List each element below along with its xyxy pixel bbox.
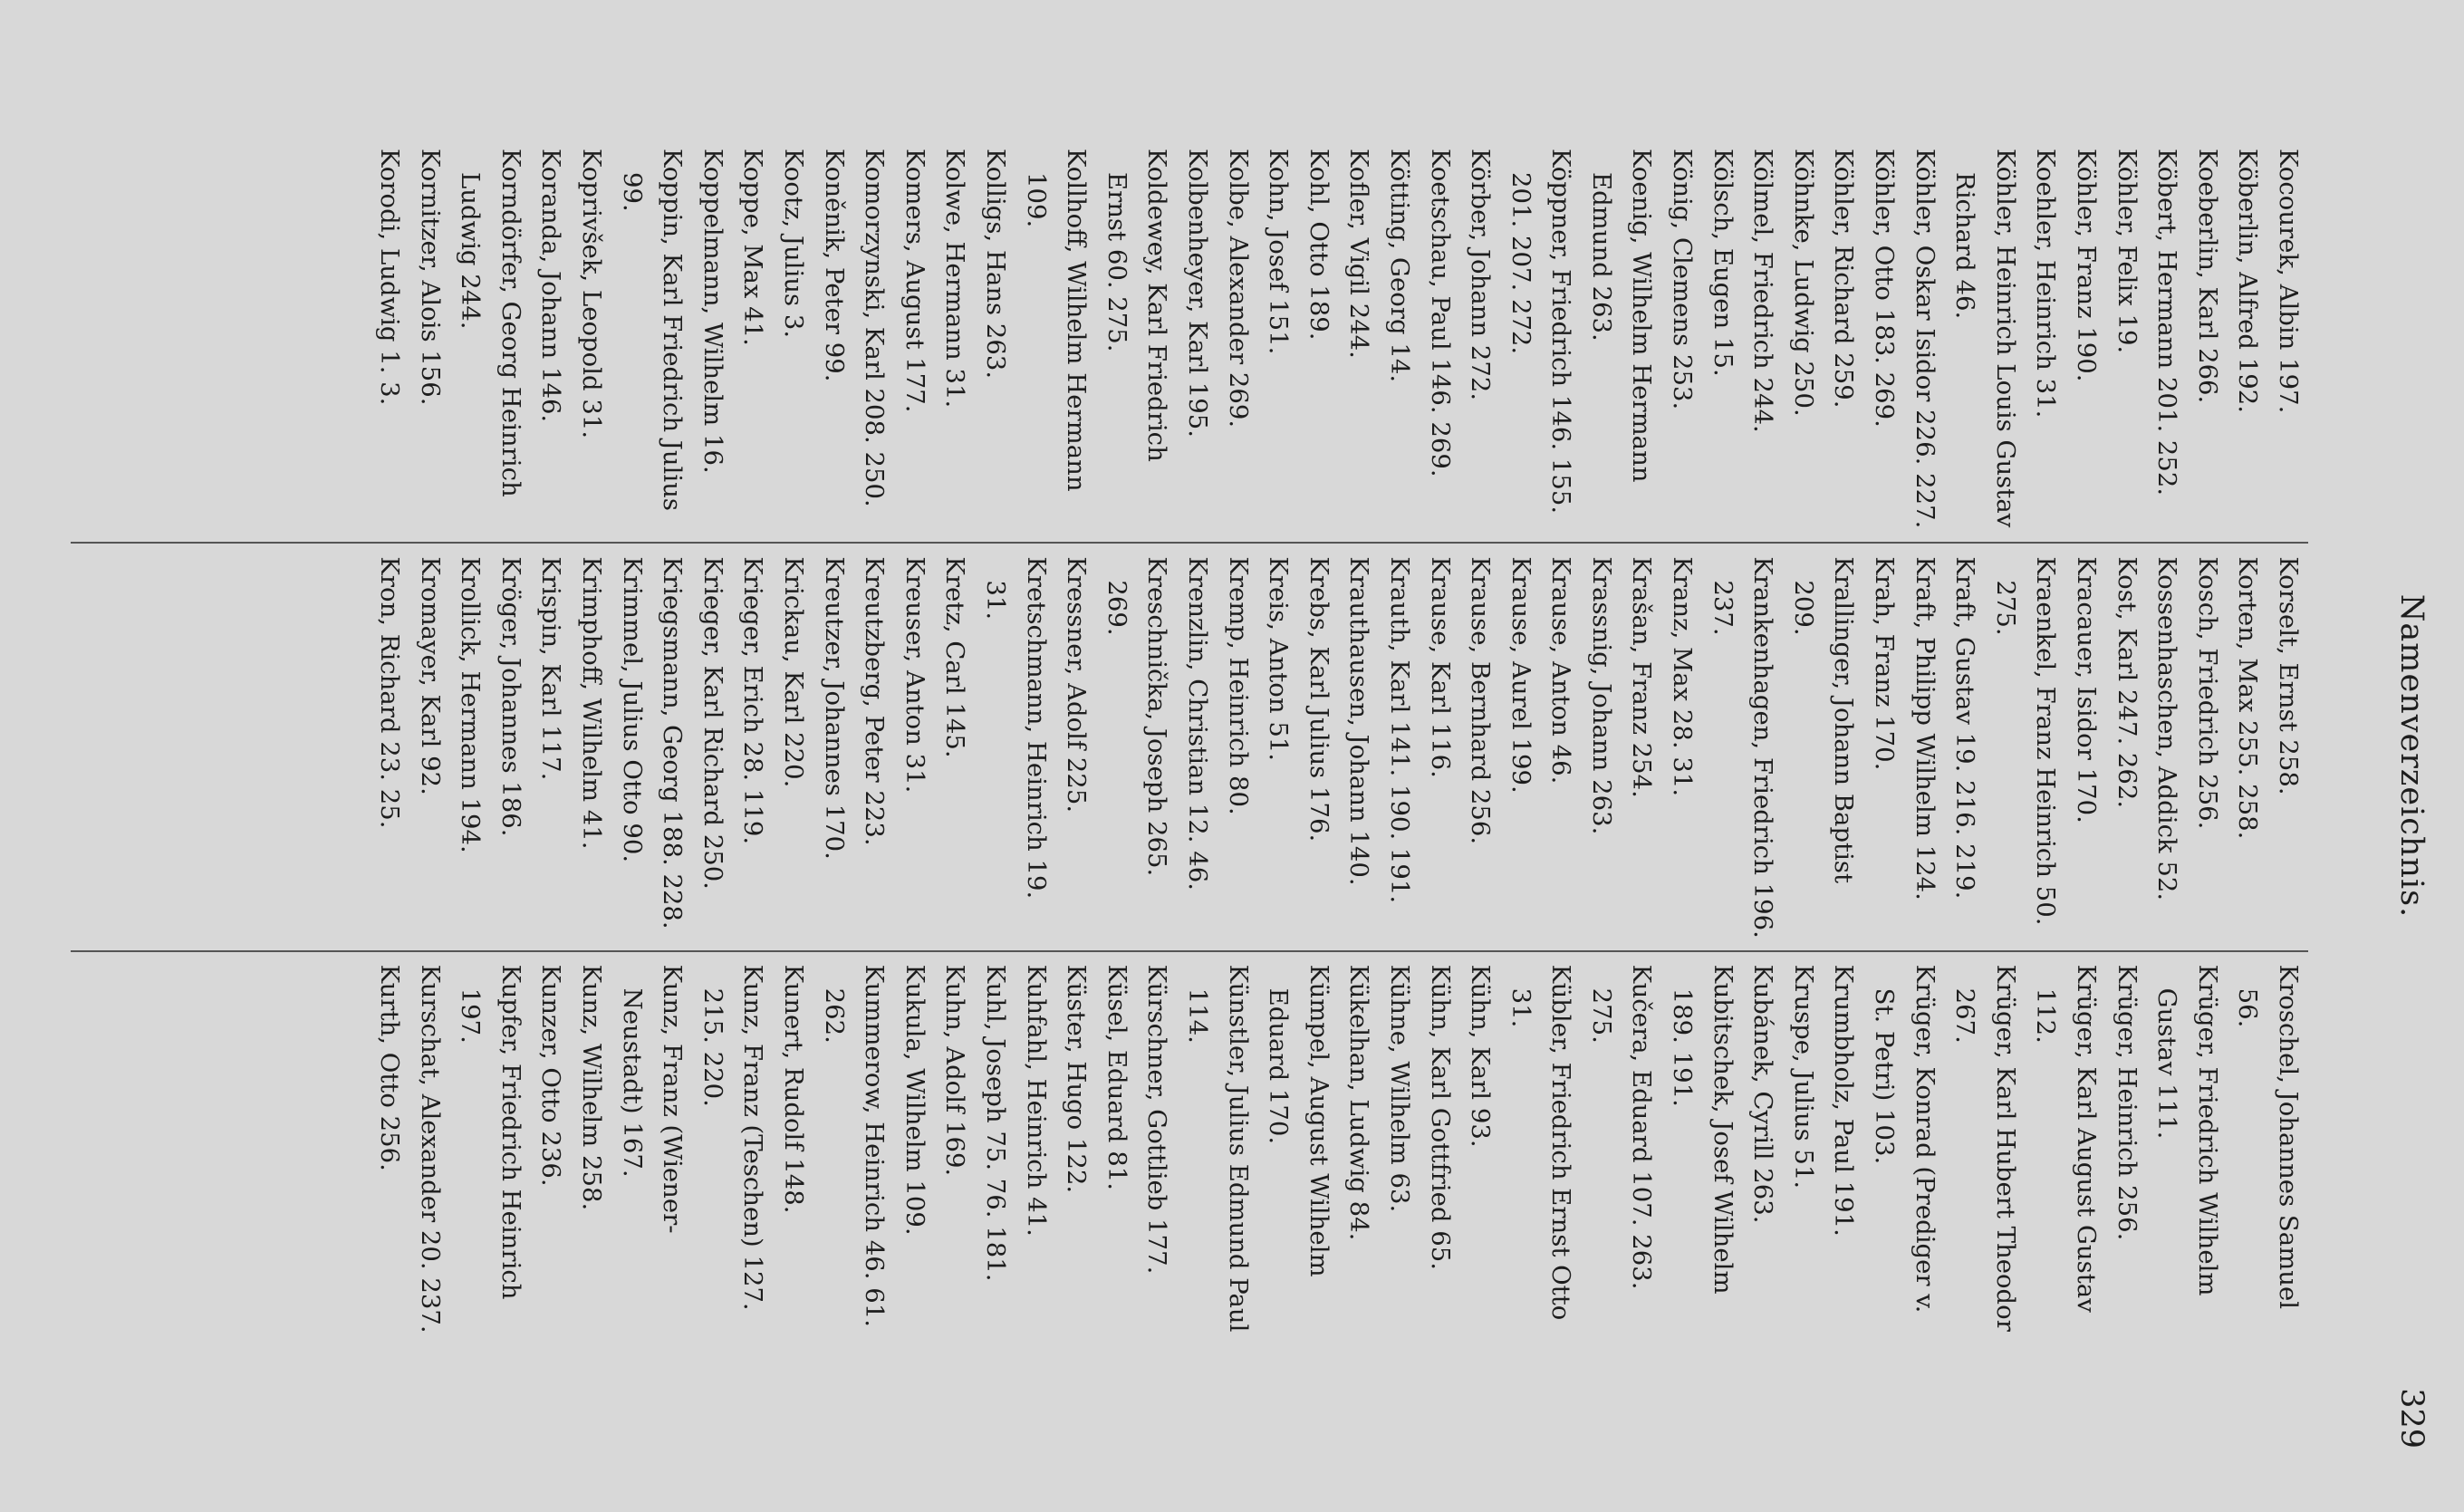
index-entry: Krauth, Karl 141. 190. 191.: [1384, 556, 1414, 904]
index-entry: Krüger, Konrad (Prediger v. St. Petri) 103.: [1870, 964, 1939, 1314]
index-entry: Krankenhagen, Friedrich 196. 237.: [1708, 556, 1778, 939]
index-entry: Komers, August 177.: [900, 149, 929, 413]
index-entry: Krieger, Erich 28. 119.: [738, 556, 768, 845]
index-entry: Koprivšek, Leopold 31.: [577, 149, 607, 439]
index-entry: Kuhn, Adolf 169.: [940, 964, 970, 1177]
index-entry: Kofler, Vigil 244.: [1344, 149, 1374, 359]
index-entry: Kost, Karl 247. 262.: [2112, 556, 2142, 809]
index-entry: Krickau, Karl 220.: [779, 556, 809, 788]
index-entry: Kürschner, Gottlieb 177.: [1142, 964, 1172, 1275]
index-entry: Krebs, Karl Julius 176.: [1304, 556, 1333, 843]
index-entry: Kučera, Eduard 107. 263. 275.: [1586, 964, 1657, 1290]
index-entry: Koppelmann, Wilhelm 16.: [698, 149, 727, 474]
index-column-2: [71, 542, 2308, 949]
index-entry: Kübler, Friedrich Ernst Otto 31.: [1506, 964, 1576, 1321]
index-entry: Krenzlin, Christian 12. 46.: [1182, 556, 1212, 891]
index-entry: Kroschel, Johannes Samuel 56.: [2233, 964, 2303, 1310]
index-entry: Krüger, Karl Hubert Theodor 267.: [1950, 964, 2020, 1332]
index-entry: Krauthausen, Johann 140.: [1344, 556, 1374, 886]
index-entry: Krüger, Friedrich Wilhelm Gustav 111.: [2152, 964, 2222, 1296]
index-entry: Kuhl, Joseph 75. 76. 181.: [981, 964, 1010, 1282]
index-columns: [71, 136, 2308, 1358]
index-entry: Koenig, Wilhelm Hermann Edmund 263.: [1586, 149, 1657, 483]
index-entry: Küster, Hugo 122.: [1062, 964, 1092, 1194]
index-entry: Kraenkel, Franz Heinrich 50. 275.: [1990, 556, 2061, 926]
index-entry: Kron, Richard 23. 25.: [375, 556, 405, 829]
index-entry: Koldewey, Karl Friedrich Ernst 60. 275.: [1102, 149, 1172, 462]
index-entry: König, Clemens 253.: [1668, 149, 1698, 410]
index-entry: Korselt, Ernst 258.: [2274, 556, 2303, 795]
index-entry: Kreutzberg, Peter 223.: [860, 556, 890, 846]
index-entry: Kupfer, Friedrich Heinrich 197.: [456, 964, 525, 1300]
index-entry: Kossenhaschen, Addick 52.: [2152, 556, 2182, 901]
index-column-1: [71, 136, 2308, 542]
index-entry: Krause, Anton 46.: [1546, 556, 1576, 785]
index-entry: Krieger, Karl Richard 250.: [698, 556, 727, 890]
index-entry: Köhler, Otto 183. 269.: [1870, 149, 1900, 428]
index-entry: Kühne, Wilhelm 63.: [1384, 964, 1414, 1213]
index-entry: Kocourek, Albin 197.: [2274, 149, 2303, 414]
index-entry: Korndörfer, Georg Heinrich Ludwig 244.: [456, 149, 525, 497]
index-entry: Kolbe, Alexander 269.: [1223, 149, 1253, 429]
index-entry: Koeberlin, Karl 266.: [2192, 149, 2222, 404]
index-entry: Kohn, Josef 151.: [1264, 149, 1294, 355]
index-entry: Korodi, Ludwig 1. 3.: [375, 149, 405, 406]
index-entry: Kubánek, Cyrill 263.: [1748, 964, 1778, 1224]
index-entry: Köhler, Felix 19.: [2112, 149, 2142, 354]
index-entry: Kruspe, Julius 51.: [1788, 964, 1818, 1189]
index-entry: Kunert, Rudolf 148.: [779, 964, 809, 1214]
running-head: [2375, 0, 2430, 1512]
index-entry: Kröger, Johannes 186.: [496, 556, 525, 837]
index-entry: Kollhoff, Wilhelm Hermann 109.: [1021, 149, 1092, 492]
index-entry: Kranz, Max 28. 31.: [1668, 556, 1698, 797]
index-entry: Krause, Karl 116.: [1425, 556, 1455, 778]
index-entry: Kraft, Gustav 19. 216. 219.: [1950, 556, 1980, 900]
index-entry: Köhler, Heinrich Louis Gustav Richard 46.: [1950, 149, 2020, 528]
index-entry: Körber, Johann 272.: [1466, 149, 1496, 401]
index-entry: Kohl, Otto 189.: [1304, 149, 1333, 341]
index-entry: Krüger, Karl August Gustav 112.: [2031, 964, 2102, 1313]
index-entry: Kremp, Heinrich 80.: [1223, 556, 1253, 815]
index-entry: Kretz, Carl 145.: [940, 556, 970, 758]
page-number: 329: [2393, 1388, 2430, 1449]
index-entry: Koehler, Heinrich 31.: [2031, 149, 2061, 419]
index-entry: Kressner, Adolf 225.: [1062, 556, 1092, 814]
index-entry: Kolligs, Hans 263.: [981, 149, 1010, 380]
index-entry: Kreutzer, Johannes 170.: [819, 556, 849, 860]
index-entry: Krallinger, Johann Baptist 209.: [1788, 556, 1859, 884]
index-entry: Kölsch, Eugen 15.: [1708, 149, 1737, 377]
index-entry: Koppe, Max 41.: [738, 149, 768, 346]
index-entry: Kühn, Karl Gottfried 65.: [1425, 964, 1455, 1270]
index-entry: Kromayer, Karl 92.: [415, 556, 445, 795]
index-entry: Kreis, Anton 51.: [1264, 556, 1294, 762]
index-entry: Kreschnička, Joseph 265. 269.: [1102, 556, 1172, 877]
index-entry: Kraft, Philipp Wilhelm 124.: [1910, 556, 1939, 900]
index-entry: Koetschau, Paul 146. 269.: [1425, 149, 1455, 477]
index-entry: Kötting, Georg 14.: [1384, 149, 1414, 383]
index-entry: Kurschat, Alexander 20. 237.: [415, 964, 445, 1334]
index-entry: Koranda, Johann 146.: [536, 149, 566, 423]
index-entry: Kosch, Friedrich 256.: [2192, 556, 2222, 830]
index-entry: Krause, Bernhard 256.: [1466, 556, 1496, 845]
index-entry: Kretschmann, Heinrich 19. 31.: [981, 556, 1051, 900]
index-entry: Kühn, Karl 93.: [1466, 964, 1496, 1148]
index-entry: Kuhfahl, Heinrich 41.: [1021, 964, 1051, 1237]
index-entry: Krollick, Hermann 194.: [456, 556, 486, 853]
index-entry: Kükelhan, Ludwig 84.: [1344, 964, 1374, 1241]
index-entry: Kummerow, Heinrich 46. 61. 262.: [819, 964, 890, 1327]
index-entry: Komorzynski, Karl 208. 250.: [860, 149, 890, 507]
index-entry: Kreuser, Anton 31.: [900, 556, 929, 794]
index-entry: Künstler, Julius Edmund Paul 114.: [1182, 964, 1253, 1333]
index-column-3: [71, 950, 2308, 1358]
index-entry: Krüger, Heinrich 256.: [2112, 964, 2142, 1241]
index-entry: Kunz, Franz (Wiener-Neustadt) 167.: [617, 964, 688, 1234]
index-entry: Kolwe, Hermann 31.: [940, 149, 970, 409]
index-entry: Köppner, Friedrich 146. 155. 201. 207. 272.: [1506, 149, 1576, 515]
index-entry: Krah, Franz 170.: [1870, 556, 1900, 771]
index-entry: Koppin, Karl Friedrich Julius 99.: [617, 149, 688, 512]
index-entry: Kubitschek, Josef Wilhelm 189. 191.: [1668, 964, 1737, 1295]
index-entry: Köberlin, Alfred 192.: [2233, 149, 2263, 413]
index-entry: Köhler, Oskar Isidor 226. 227.: [1910, 149, 1939, 529]
index-entry: Krause, Aurel 199.: [1506, 556, 1535, 794]
index-entry: Krassnig, Johann 263.: [1586, 556, 1616, 835]
index-entry: Kolbenheyer, Karl 195.: [1182, 149, 1212, 438]
page-title: Namenverzeichnis.: [2393, 593, 2430, 919]
index-entry: Köhnke, Ludwig 250.: [1788, 149, 1818, 417]
index-entry: Kurth, Otto 256.: [375, 964, 405, 1171]
index-entry: Krašan, Franz 254.: [1627, 556, 1657, 798]
index-entry: Kracauer, Isidor 170.: [2072, 556, 2102, 823]
index-entry: Kunz, Franz (Teschen) 127. 215. 220.: [698, 964, 768, 1311]
index-entry: Kootz, Julius 3.: [779, 149, 809, 339]
index-entry: Krumbholz, Paul 191.: [1829, 964, 1859, 1237]
index-entry: Kukula, Wilhelm 109.: [900, 964, 929, 1236]
index-entry: Krimmel, Julius Otto 90.: [617, 556, 647, 863]
index-entry: Krispin, Karl 117.: [536, 556, 566, 781]
index-entry: Krimphoff, Wilhelm 41.: [577, 556, 607, 850]
index-entry: Korten, Max 255. 258.: [2233, 556, 2263, 840]
index-entry: Kümpel, August Wilhelm Eduard 170.: [1264, 964, 1333, 1277]
index-entry: Küsel, Eduard 81.: [1102, 964, 1131, 1190]
index-entry: Koněnik, Peter 99.: [819, 149, 849, 382]
index-entry: Köhler, Richard 259.: [1829, 149, 1859, 409]
index-entry: Kornitzer, Alois 156.: [415, 149, 445, 406]
index-entry: Köhler, Franz 190.: [2072, 149, 2102, 382]
index-entry: Kölmel, Friedrich 244.: [1748, 149, 1778, 433]
index-entry: Kriegsmann, Georg 188. 228.: [658, 556, 688, 929]
index-entry: Kunz, Wilhelm 258.: [577, 964, 607, 1211]
index-entry: Köbert, Hermann 201. 252.: [2152, 149, 2182, 496]
index-entry: Kunzer, Otto 236.: [536, 964, 566, 1187]
